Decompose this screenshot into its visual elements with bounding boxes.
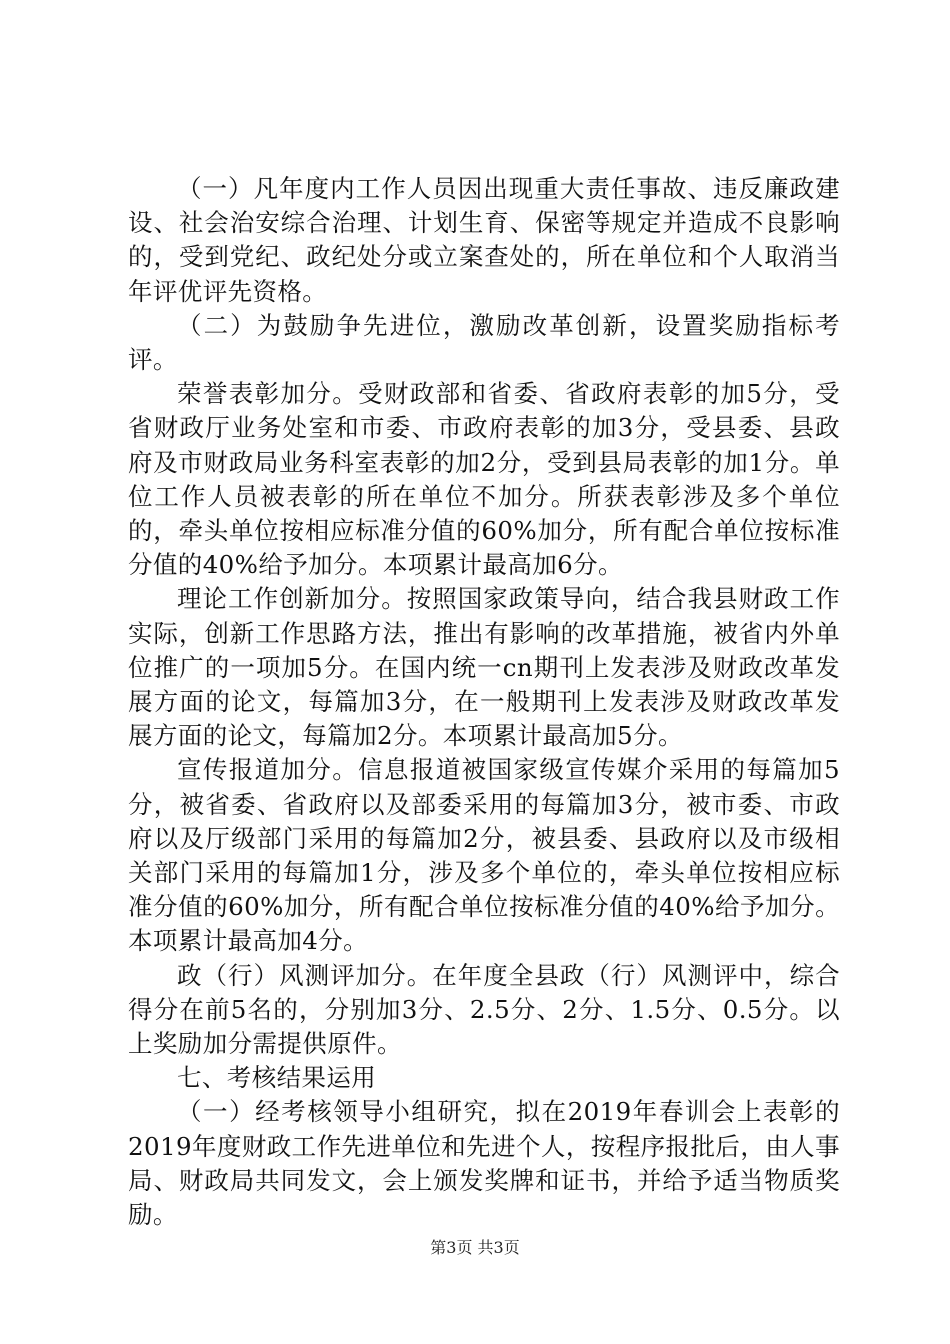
paragraph-style-evaluation-bonus: 政（行）风测评加分。在年度全县政（行）风测评中，综合得分在前5名的，分别加3分、2.5分、2分、1.5分、0.5分。以上奖励加分需提供原件。 [128,960,840,1059]
paragraph-honor-bonus: 荣誉表彰加分。受财政部和省委、省政府表彰的加5分，受省财政厅业务处室和市委、市政府表彰的加3分，受县委、县政府及市财政局业务科室表彰的加2分，受到县局表彰的加1分。单位工作人员被表彰的所在单位不加分。所获表彰涉及多个单位的，牵头单位按相应标准分值的60%加分，所有配合单位按标准分值的40%给予加分。本项累计最高加6分。 [128,379,840,580]
paragraph-disqualification: （一）凡年度内工作人员因出现重大责任事故、违反廉政建设、社会治安综合治理、计划生育、保密等规定并造成不良影响的，受到党纪、政纪处分或立案查处的，所在单位和个人取消当年评优评先资格。 [128,174,840,306]
paragraph-publicity-bonus: 宣传报道加分。信息报道被国家级宣传媒介采用的每篇加5分，被省委、省政府以及部委采用的每篇加3分，被市委、市政府以及厅级部门采用的每篇加2分，被县委、县政府以及市级相关部门采用的每篇加1分，涉及多个单位的，牵头单位按相应标准分值的60%加分，所有配合单位按标准分值的40%给予加分。本项累计最高加4分。 [128,755,840,956]
page-footer [0,1238,950,1258]
paragraph-commendation: （一）经考核领导小组研究，拟在2019年春训会上表彰的2019年度财政工作先进单位和先进个人，按程序报批后，由人事局、财政局共同发文，会上颁发奖牌和证书，并给予适当物质奖励。 [128,1097,840,1230]
document-body [128,172,840,1232]
paragraph-theory-innovation-bonus: 理论工作创新加分。按照国家政策导向，结合我县财政工作实际，创新工作思路方法，推出有影响的改革措施，被省内外单位推广的一项加5分。在国内统一cn期刊上发表涉及财政改革发展方面的论文，每篇加3分，在一般期刊上发表涉及财政改革发展方面的论文，每篇加2分。本项累计最高加5分。 [128,584,840,751]
paragraph-reward-indicators: （二）为鼓励争先进位，激励改革创新，设置奖励指标考评。 [128,310,840,375]
page-number: 第3页 共3页 [430,1238,520,1257]
section-heading-results-use: 七、考核结果运用 [177,1063,377,1093]
